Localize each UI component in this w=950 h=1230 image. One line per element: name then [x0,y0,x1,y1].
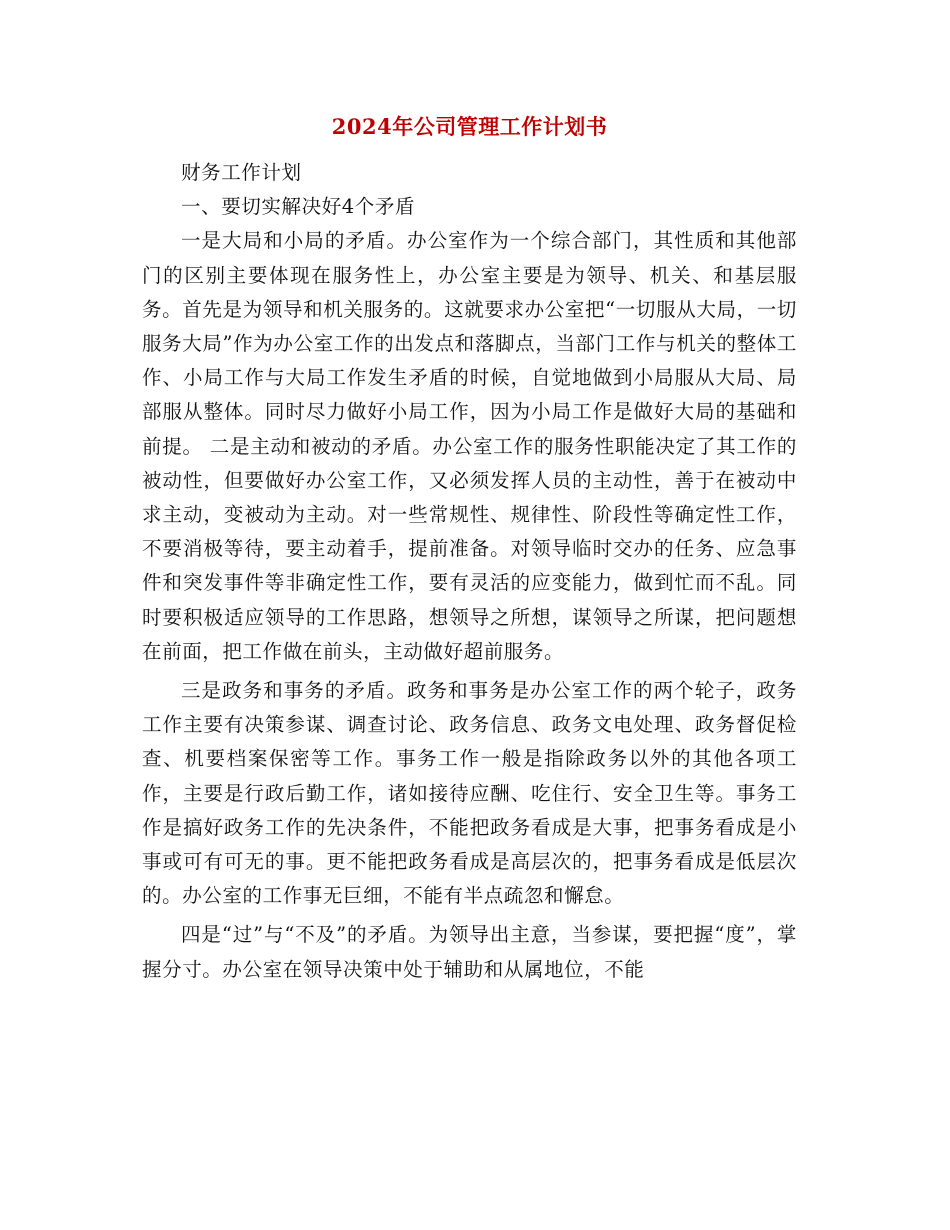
paragraph-overall-vs-local: 一是大局和小局的矛盾。办公室作为一个综合部门，其性质和其他部门的区别主要体现在服务性上，办公室主要是为领导、机关、和基层服务。首先是为领导和机关服务的。这就要求办公室把“一切服从大局，一切服务大局”作为办公室工作的出发点和落脚点，当部门工作与机关的整体工作、小局工作与大局工作发生矛盾的时候，自觉地做到小局服从大局、局部服从整体。同时尽力做好小局工作，因为小局工作是做好大局的基础和前提。 二是主动和被动的矛盾。办公室工作的服务性职能决定了其工作的被动性，但要做好办公室工作，又必须发挥人员的主动性，善于在被动中求主动，变被动为主动。对一些常规性、规律性、阶段性等确定性工作，不要消极等待，要主动着手，提前准备。对领导临时交办的任务、应急事件和突发事件等非确定性工作，要有灵活的应变能力，做到忙而不乱。同时要积极适应领导的工作思路，想领导之所想，谋领导之所谋，把问题想在前面，把工作做在前头，主动做好超前服务。 [142,229,797,663]
paragraph-excess-vs-deficiency: 四是“过”与“不及”的矛盾。为领导出主意，当参谋，要把握“度”，掌握分寸。办公室在领导决策中处于辅助和从属地位，不能 [142,923,797,981]
section-heading-finance: 财务工作计划 [181,161,302,184]
subheading-four-contradictions: 一、要切实解决好4个矛盾 [181,195,416,219]
document-page [142,112,797,987]
document-title: 2024年公司管理工作计划书 [331,114,608,139]
paragraph-government-vs-affairs: 三是政务和事务的矛盾。政务和事务是办公室工作的两个轮子，政务工作主要有决策参谋、调查讨论、政务信息、政务文电处理、政务督促检查、机要档案保密等工作。事务工作一般是指除政务以外的其他各项工作，主要是行政后勤工作，诸如接待应酬、吃住行、安全卫生等。事务工作是搞好政务工作的先决条件，不能把政务看成是大事，把事务看成是小事或可有可无的事。更不能把政务看成是高层次的，把事务看成是低层次的。办公室的工作事无巨细，不能有半点疏忽和懈怠。 [142,679,797,908]
